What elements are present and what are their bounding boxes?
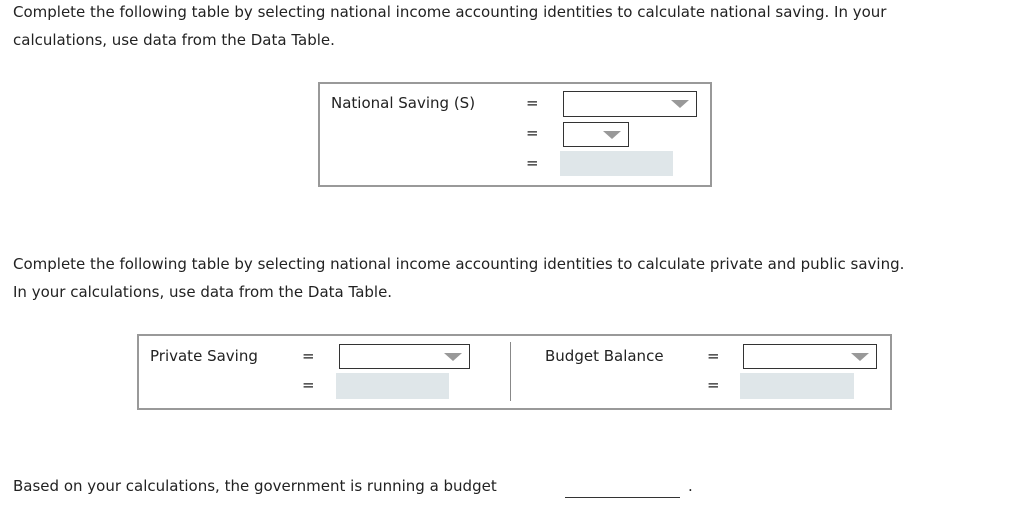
chevron-down-icon xyxy=(603,131,621,139)
equals-sign: = xyxy=(526,94,539,112)
instruction-line: Complete the following table by selecting national income accounting identities to calculate private and public saving. xyxy=(13,255,905,273)
private-saving-answer-input[interactable] xyxy=(336,373,449,399)
column-divider xyxy=(510,342,511,401)
private-saving-label: Private Saving xyxy=(150,347,258,365)
equals-sign: = xyxy=(302,376,315,394)
equals-sign: = xyxy=(302,347,315,365)
equals-sign: = xyxy=(526,154,539,172)
equals-sign: = xyxy=(707,347,720,365)
budget-balance-answer-input[interactable] xyxy=(740,373,854,399)
budget-status-blank[interactable] xyxy=(565,478,680,498)
budget-balance-identity-dropdown[interactable] xyxy=(743,344,877,369)
instruction-line: Complete the following table by selecting national income accounting identities to calculate national saving. In your xyxy=(13,3,887,21)
national-saving-answer-input[interactable] xyxy=(560,151,673,176)
instruction-line: In your calculations, use data from the Data Table. xyxy=(13,283,393,301)
equals-sign: = xyxy=(526,124,539,142)
chevron-down-icon xyxy=(851,353,869,361)
conclusion-period: . xyxy=(688,477,693,495)
instructions-private-public-saving xyxy=(13,250,904,306)
national-saving-identity-dropdown[interactable] xyxy=(563,91,697,117)
chevron-down-icon xyxy=(671,100,689,108)
national-saving-second-dropdown[interactable] xyxy=(563,122,629,147)
instructions-national-saving xyxy=(13,0,886,54)
chevron-down-icon xyxy=(444,353,462,361)
equals-sign: = xyxy=(707,376,720,394)
private-saving-identity-dropdown[interactable] xyxy=(339,344,470,369)
instruction-line: calculations, use data from the Data Table. xyxy=(13,31,335,49)
budget-balance-label: Budget Balance xyxy=(545,347,664,365)
national-saving-label: National Saving (S) xyxy=(331,94,476,112)
conclusion-text: Based on your calculations, the government is running a budget xyxy=(13,477,497,495)
